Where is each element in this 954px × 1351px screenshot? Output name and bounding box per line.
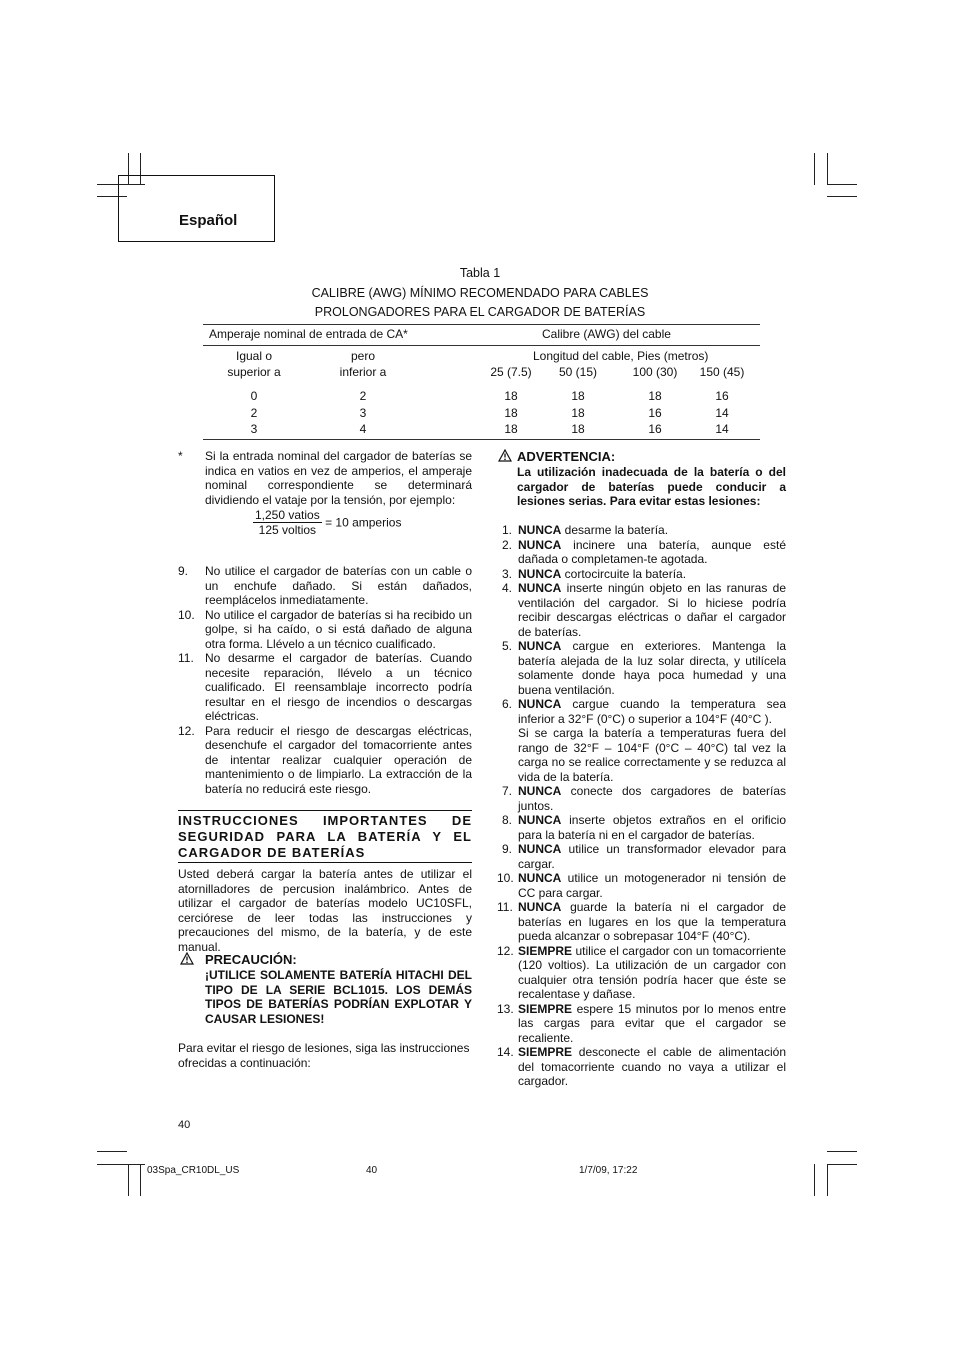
table-title-line1: CALIBRE (AWG) MÍNIMO RECOMENDADO PARA CABLES bbox=[311, 286, 649, 300]
list-item bbox=[497, 900, 786, 944]
item-number: 6. bbox=[501, 697, 512, 711]
warning-text: La utilización inadecuada de la batería o del cargador de baterías puede conducir a lesiones serias. Para evitar estas lesiones: bbox=[517, 465, 786, 508]
item-number: 9. bbox=[178, 564, 189, 578]
cell-max: 4 bbox=[359, 422, 367, 436]
item-keyword: NUNCA bbox=[518, 523, 562, 537]
footnote bbox=[178, 449, 472, 507]
crop-mark bbox=[827, 1164, 828, 1196]
cell-awg: 18 bbox=[504, 422, 518, 436]
item-keyword: SIEMPRE bbox=[518, 943, 573, 958]
footer-file-name: 03Spa_CR10DL_US bbox=[147, 1165, 240, 1176]
language-label: Español bbox=[179, 212, 238, 229]
item-keyword: NUNCA bbox=[518, 871, 562, 885]
list-item bbox=[497, 784, 786, 813]
list-item bbox=[497, 813, 786, 842]
crop-mark bbox=[814, 153, 815, 185]
col-header-amperage: Amperaje nominal de entrada de CA* bbox=[209, 327, 408, 341]
item-text: No utilice el cargador de baterías con un cable o un enchufe dañado. Si están dañados, reemplácelos inmediatamente. bbox=[205, 564, 472, 607]
list-item bbox=[497, 639, 786, 697]
item-extra-text: Si se carga la batería a temperaturas fuera del rango de 32°F – 104°F (0°C – 40°C) tal vez la carga no se realice correctamente y se reduzca al vida de la batería. bbox=[518, 726, 786, 784]
item-keyword: NUNCA bbox=[518, 581, 562, 595]
footnote-text: Si la entrada nominal del cargador de baterías se indica en vatios en vez de amperios, el amperaje nominal correspondiente se determinará dividiendo el vataje por la tensión, por ejemplo: bbox=[205, 449, 472, 507]
item-text: guarde la batería ni el cargador de baterías en lugares en los que la temperatura pueda alcanzar o sobrepasar 104°F (40°C). bbox=[518, 900, 786, 943]
formula bbox=[253, 508, 401, 537]
crop-mark bbox=[827, 184, 857, 185]
subheader-max-2: inferior a bbox=[339, 365, 387, 379]
cell-awg: 18 bbox=[571, 389, 585, 403]
crop-mark bbox=[827, 196, 857, 197]
item-number: 14. bbox=[497, 1045, 514, 1059]
item-number: 10. bbox=[178, 607, 195, 622]
cell-awg: 18 bbox=[571, 422, 585, 436]
item-text: cargue en exteriores. Mantenga la batería alejada de la luz solar directa, y utilícela solamente donde haya poca humedad y una buena ventilación. bbox=[518, 639, 786, 697]
item-number: 13. bbox=[497, 1001, 514, 1016]
caution-title: PRECAUCIÓN: bbox=[205, 952, 297, 967]
item-text: cargue cuando la temperatura sea inferior a 32°F (0°C) o superior a 104°F (40°C ). bbox=[518, 697, 786, 726]
cell-awg: 16 bbox=[715, 389, 729, 403]
item-number: 1. bbox=[501, 523, 512, 537]
warning-triangle-icon bbox=[180, 952, 194, 965]
item-text: inserte objetos extraños en el orificio para la batería ni en el cargador de baterías. bbox=[518, 813, 786, 842]
item-number: 11. bbox=[178, 651, 194, 665]
list-item bbox=[497, 842, 786, 871]
item-text: espere 15 minutos por lo menos entre las cargas para evitar que el cargador se recaliente. bbox=[518, 1001, 786, 1045]
crop-mark bbox=[814, 1164, 815, 1196]
item-number: 12. bbox=[178, 723, 195, 738]
warning-title: ADVERTENCIA: bbox=[517, 449, 616, 464]
footnote-marker: * bbox=[178, 449, 183, 463]
list-item bbox=[497, 944, 786, 1002]
cell-awg: 18 bbox=[504, 389, 518, 403]
item-keyword: NUNCA bbox=[518, 842, 562, 856]
item-text: No utilice el cargador de baterías si ha recibido un golpe, si ha caído, o si está dañado de alguna otra forma. Llévelo a un técnico cualificado. bbox=[205, 607, 472, 651]
col-header-gauge: Calibre (AWG) del cable bbox=[542, 327, 671, 341]
section-heading: INSTRUCCIONES IMPORTANTES DE SEGURIDAD PARA LA BATERÍA Y EL CARGADOR DE BATERÍAS bbox=[178, 810, 472, 863]
subheader-min-2: superior a bbox=[227, 365, 281, 379]
item-number: 9. bbox=[501, 842, 512, 856]
cell-min: 2 bbox=[250, 406, 258, 420]
table-title-line2: PROLONGADORES PARA EL CARGADOR DE BATERÍAS bbox=[314, 305, 646, 319]
item-text: Para reducir el riesgo de descargas eléctricas, desenchufe el cargador del tomacorriente antes de intentar realizar cualquier operación de mantenimiento o de limpiarlo. La extracción de la batería no reducirá este riesgo. bbox=[205, 723, 472, 796]
cell-max: 2 bbox=[359, 389, 367, 403]
item-text: desarme la batería. bbox=[561, 523, 669, 537]
formula-result: = 10 amperios bbox=[325, 515, 402, 530]
item-number: 11. bbox=[497, 900, 513, 914]
table-caption: Tabla 1 bbox=[459, 266, 501, 280]
item-keyword: NUNCA bbox=[518, 900, 562, 914]
item-keyword: NUNCA bbox=[518, 537, 562, 552]
item-number: 7. bbox=[501, 784, 512, 798]
list-item bbox=[497, 697, 786, 784]
item-text: cortocircuite la batería. bbox=[561, 566, 687, 581]
item-keyword: NUNCA bbox=[518, 813, 562, 827]
cell-awg: 16 bbox=[648, 422, 662, 436]
subheader-length: Longitud del cable, Pies (metros) bbox=[533, 349, 709, 363]
language-tab bbox=[118, 175, 275, 242]
list-item bbox=[178, 724, 472, 797]
table-rule bbox=[203, 439, 760, 440]
item-number: 5. bbox=[501, 639, 512, 653]
item-number: 2. bbox=[501, 537, 512, 552]
caution-text: ¡UTILICE SOLAMENTE BATERÍA HITACHI DEL TIPO DE LA SERIE BCL1015. LOS DEMÁS TIPOS DE BATERÍAS PODRÍAN EXPLOTAR Y CAUSAR LESIONES! bbox=[205, 968, 472, 1026]
crop-mark bbox=[97, 1151, 127, 1152]
length-col: 100 (30) bbox=[632, 365, 678, 379]
crop-mark bbox=[97, 1164, 145, 1165]
crop-mark bbox=[827, 1164, 857, 1165]
list-item bbox=[497, 567, 786, 582]
item-number: 8. bbox=[501, 813, 512, 827]
cell-min: 0 bbox=[250, 389, 258, 403]
list-item bbox=[497, 1002, 786, 1046]
item-number: 12. bbox=[497, 943, 514, 958]
footer-page: 40 bbox=[366, 1165, 378, 1176]
cell-awg: 18 bbox=[648, 389, 662, 403]
list-item bbox=[497, 871, 786, 900]
crop-mark bbox=[128, 1164, 129, 1196]
cell-max: 3 bbox=[359, 406, 367, 420]
item-keyword: NUNCA bbox=[518, 566, 562, 581]
cell-awg: 16 bbox=[648, 406, 662, 420]
item-text: utilice el cargador con un tomacorriente (120 voltios). La utilización de un cargador con cualquier otra tensión podría hacer que éste se recalentase y dañase. bbox=[518, 943, 786, 1001]
item-text: conecte dos cargadores de baterías juntos. bbox=[518, 784, 786, 813]
item-keyword: NUNCA bbox=[518, 697, 562, 711]
list-item bbox=[178, 651, 472, 724]
item-keyword: NUNCA bbox=[518, 784, 562, 798]
length-col: 25 (7.5) bbox=[490, 365, 532, 379]
list-item bbox=[178, 564, 472, 608]
section-intro: Usted deberá cargar la batería antes de utilizar el atornilladores de percusion inalámbrico. Antes de utilizar el cargador de baterías modelo UC10SFL, cerciórese de leer todas las instrucciones y precauciones del mismo, de la batería, y de este manual. bbox=[178, 867, 472, 954]
item-number: 4. bbox=[501, 581, 512, 595]
formula-denominator: 125 voltios bbox=[258, 523, 317, 537]
list-item bbox=[497, 1045, 786, 1089]
item-keyword: NUNCA bbox=[518, 639, 562, 653]
list-item bbox=[497, 538, 786, 567]
item-keyword: SIEMPRE bbox=[518, 1045, 573, 1059]
cell-awg: 18 bbox=[571, 406, 585, 420]
item-text: desconecte el cable de alimentación del tomacorriente cuando no vaya a utilizar el cargador. bbox=[518, 1045, 786, 1088]
item-text: No desarme el cargador de baterías. Cuando necesite reparación, llévelo a un técnico cualificado. El reensamblaje incorrecto podría resultar en el riesgo de incendios o descargas eléctricas. bbox=[205, 651, 472, 723]
length-col: 50 (15) bbox=[558, 365, 598, 379]
list-item bbox=[497, 581, 786, 639]
item-text: incinere una batería, aunque esté dañada o completamen-te agotada. bbox=[518, 537, 786, 566]
item-number: 3. bbox=[501, 566, 512, 581]
list-item bbox=[497, 523, 786, 538]
battery-safety-list bbox=[497, 523, 786, 1089]
item-text: utilice un transformador elevador para cargar. bbox=[518, 842, 786, 871]
warning-triangle-icon bbox=[498, 449, 512, 462]
cell-awg: 14 bbox=[715, 422, 729, 436]
item-text: utilice un motogenerador ni tensión de CC para cargar. bbox=[518, 871, 786, 900]
item-text: inserte ningún objeto en las ranuras de ventilación del cargador. Si lo hiciese podría recibir descargas eléctricas o dañar el cargador de baterías. bbox=[518, 581, 786, 639]
crop-mark bbox=[827, 1151, 857, 1152]
page-number: 40 bbox=[178, 1119, 191, 1131]
formula-numerator: 1,250 vatios bbox=[255, 508, 320, 522]
list-item bbox=[178, 608, 472, 652]
section-closing: Para evitar el riesgo de lesiones, siga las instrucciones ofrecidas a continuación: bbox=[178, 1041, 470, 1070]
charger-safety-list bbox=[178, 564, 472, 796]
length-col: 150 (45) bbox=[699, 365, 745, 379]
footer-date: 1/7/09, 17:22 bbox=[579, 1165, 638, 1176]
crop-mark bbox=[827, 153, 828, 185]
item-keyword: SIEMPRE bbox=[518, 1001, 573, 1016]
cell-min: 3 bbox=[250, 422, 258, 436]
cell-awg: 18 bbox=[504, 406, 518, 420]
cell-awg: 14 bbox=[715, 406, 729, 420]
crop-mark bbox=[140, 1164, 141, 1196]
table-rule bbox=[203, 345, 760, 346]
table-rule bbox=[203, 324, 760, 325]
subheader-max-1: pero bbox=[350, 349, 376, 363]
subheader-min-1: Igual o bbox=[235, 349, 273, 363]
item-number: 10. bbox=[497, 871, 514, 885]
